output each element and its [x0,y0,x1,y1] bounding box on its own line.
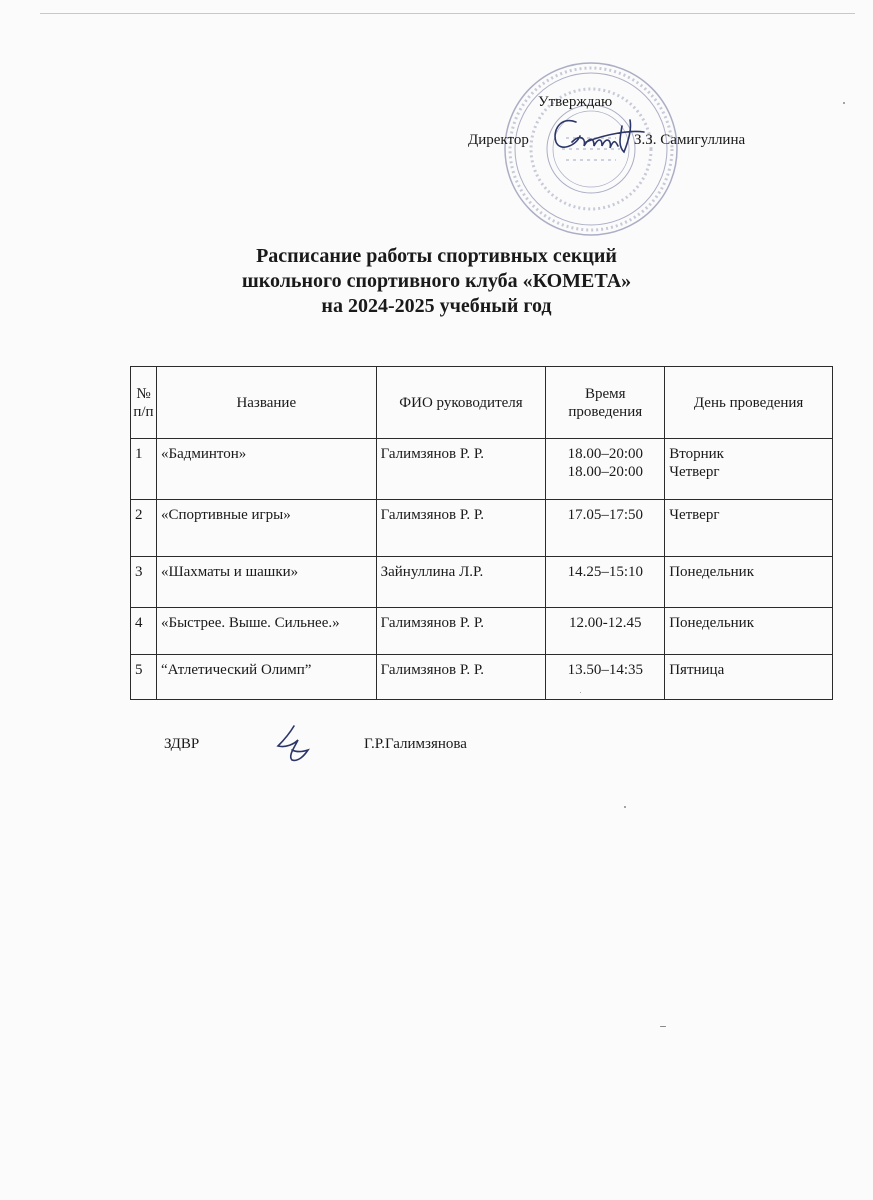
section-name: «Шахматы и шашки» [156,557,376,608]
time-cell [546,439,665,500]
day-value: Четверг [669,464,720,480]
director-label: Директор [468,132,529,148]
scan-speck [660,1026,666,1027]
row-number: 4 [131,608,157,655]
section-name: “Атлетический Олимп” [156,655,376,700]
day-cell [665,557,833,608]
day-value: Четверг [669,507,720,523]
row-number: 2 [131,500,157,557]
title-line-3: на 2024-2025 учебный год [321,295,552,317]
day-value: Понедельник [669,615,754,631]
day-value: Понедельник [669,564,754,580]
header-name: Название [156,367,376,439]
day-value: Пятница [669,662,725,678]
day-cell [665,500,833,557]
deputy-position-label: ЗДВР [164,736,200,752]
day-value: Вторник [669,446,724,462]
deputy-name: Г.Р.Галимзянова [364,736,467,752]
section-name: «Спортивные игры» [156,500,376,557]
row-number: 1 [131,439,157,500]
time-cell [546,608,665,655]
time-value: 12.00-12.45 [569,615,642,631]
title-line-1: Расписание работы спортивных секций [256,245,617,267]
table-row [131,557,833,608]
table-row [131,608,833,655]
scan-speck [624,806,626,808]
approval-label: Утверждаю [538,94,613,110]
table-row [131,500,833,557]
time-cell [546,655,665,700]
header-time: Время проведения [546,367,665,439]
top-edge-line [40,13,855,14]
leader-name: Зайнуллина Л.Р. [376,557,546,608]
director-signature [546,112,646,158]
day-cell [665,439,833,500]
scan-speck [843,102,845,104]
row-number: 5 [131,655,157,700]
header-number: № п/п [131,367,157,439]
header-leader: ФИО руководителя [376,367,546,439]
header-day: День проведения [665,367,833,439]
leader-name: Галимзянов Р. Р. [376,500,546,557]
table-row [131,655,833,700]
time-value: 18.00–20:00 [567,446,643,462]
section-name: «Бадминтон» [156,439,376,500]
row-number: 3 [131,557,157,608]
time-value: 18.00–20:00 [567,464,643,480]
leader-name: Галимзянов Р. Р. [376,439,546,500]
time-value: 13.50–14:35 [567,662,643,678]
table-row [131,439,833,500]
time-value: 14.25–15:10 [567,564,643,580]
deputy-signature [272,722,316,766]
time-cell [546,500,665,557]
day-cell [665,608,833,655]
section-name: «Быстрее. Выше. Сильнее.» [156,608,376,655]
leader-name: Галимзянов Р. Р. [376,655,546,700]
time-value: 17.05–17:50 [567,507,643,523]
time-cell [546,557,665,608]
table-header-row [131,367,833,439]
day-cell [665,655,833,700]
leader-name: Галимзянов Р. Р. [376,608,546,655]
director-name: З.З. Самигуллина [634,132,746,148]
document-title [0,244,873,319]
scan-speck [580,692,581,693]
schedule-table [130,366,833,700]
title-line-2: школьного спортивного клуба «КОМЕТА» [241,270,632,292]
